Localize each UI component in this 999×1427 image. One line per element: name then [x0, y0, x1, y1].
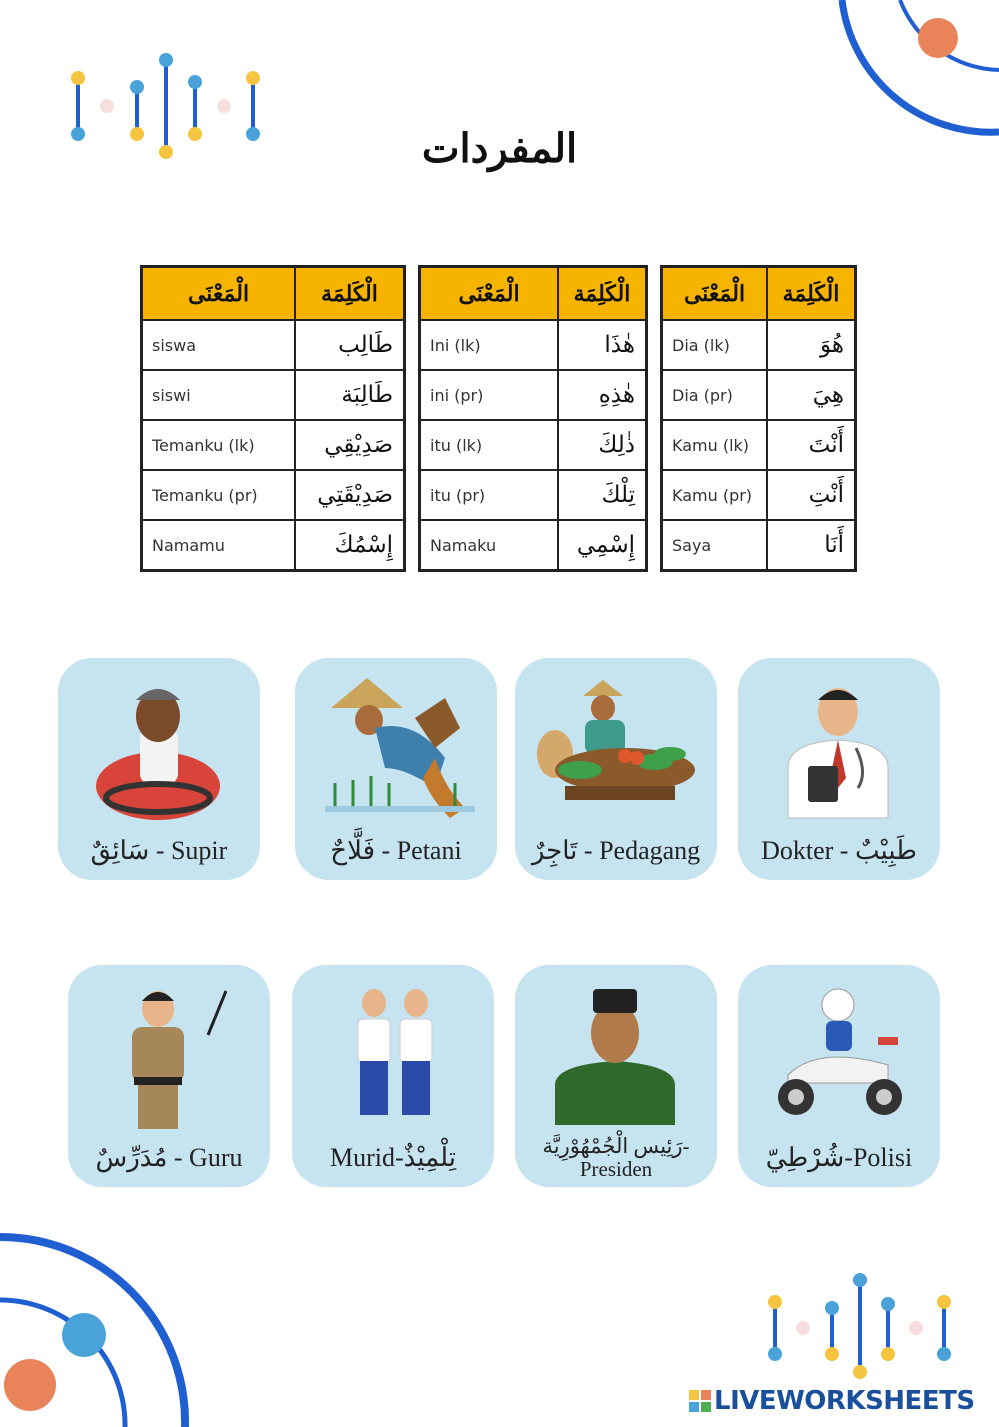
table-row — [142, 470, 405, 520]
word-cell: صَدِيْقِي — [295, 420, 405, 470]
word-cell: إِسْمِي — [558, 520, 647, 571]
brand-name: LIVEWORKSHEETS — [714, 1386, 975, 1416]
word-cell: تِلْكَ — [558, 470, 647, 520]
card-students — [292, 965, 494, 1187]
table-row — [420, 520, 647, 571]
table-row — [420, 320, 647, 370]
word-cell: أَنَا — [767, 520, 856, 571]
card-teacher — [68, 965, 270, 1187]
header-word: الْكَلِمَة — [767, 267, 856, 321]
meaning-cell: Temanku (pr) — [142, 470, 296, 520]
meaning-cell: Namaku — [420, 520, 559, 571]
meaning-cell: Namamu — [142, 520, 296, 571]
card-label — [515, 1135, 717, 1181]
word-cell: صَدِيْقَتِي — [295, 470, 405, 520]
table-row — [142, 320, 405, 370]
word-cell: أَنْتَ — [767, 420, 856, 470]
card-label: شُرْطِيّ-Polisi — [765, 1143, 913, 1172]
vocab-table-3 — [660, 265, 857, 572]
card-president — [515, 965, 717, 1187]
meaning-cell: Ini (lk) — [420, 320, 559, 370]
meaning-cell: Kamu (lk) — [662, 420, 768, 470]
word-cell: طَالِب — [295, 320, 405, 370]
card-label: Dokter - طَبِيْبٌ — [761, 836, 917, 865]
word-cell: هِيَ — [767, 370, 856, 420]
card-farmer — [295, 658, 497, 880]
orbit-decoration-top-right — [830, 0, 999, 140]
table-row — [142, 520, 405, 571]
liveworksheets-icon — [689, 1390, 711, 1412]
vocab-table-2 — [418, 265, 648, 572]
meaning-cell: itu (pr) — [420, 470, 559, 520]
table-row — [662, 470, 856, 520]
table-row — [662, 520, 856, 571]
card-label: فَلَّاحٌ - Petani — [330, 836, 462, 865]
header-word: الْكَلِمَة — [558, 267, 647, 321]
word-cell: طَالِبَة — [295, 370, 405, 420]
card-label-arabic: رَئِيس الْجُمْهُوْرِيَّة- — [542, 1133, 690, 1158]
brand-logo[interactable] — [689, 1386, 975, 1416]
meaning-cell: ini (pr) — [420, 370, 559, 420]
card-driver — [58, 658, 260, 880]
card-label: Murid-تِلْمِيْذٌ — [329, 1143, 457, 1172]
molecule-decoration-bottom-right — [760, 1270, 960, 1385]
table-row — [420, 470, 647, 520]
table-row — [420, 420, 647, 470]
table-row — [662, 370, 856, 420]
meaning-cell: siswa — [142, 320, 296, 370]
meaning-cell: Saya — [662, 520, 768, 571]
card-label: سَائِقٌ - Supir — [90, 836, 228, 865]
header-meaning: الْمَعْنَى — [420, 267, 559, 321]
orbit-decoration-bottom-left — [0, 1225, 200, 1427]
meaning-cell: Dia (lk) — [662, 320, 768, 370]
table-row — [662, 320, 856, 370]
header-meaning: الْمَعْنَى — [662, 267, 768, 321]
card-doctor — [738, 658, 940, 880]
header-word: الْكَلِمَة — [295, 267, 405, 321]
table-row — [420, 370, 647, 420]
meaning-cell: siswi — [142, 370, 296, 420]
word-cell: ذٰلِكَ — [558, 420, 647, 470]
word-cell: هٰذَا — [558, 320, 647, 370]
table-row — [142, 420, 405, 470]
card-label: مُدَرِّسٌ - Guru — [95, 1143, 243, 1172]
page-title: المفردات — [421, 125, 578, 172]
header-meaning: الْمَعْنَى — [142, 267, 296, 321]
card-merchant — [515, 658, 717, 880]
meaning-cell: Temanku (lk) — [142, 420, 296, 470]
word-cell: إِسْمُكَ — [295, 520, 405, 571]
word-cell: هٰذِهِ — [558, 370, 647, 420]
word-cell: هُوَ — [767, 320, 856, 370]
table-row — [142, 370, 405, 420]
table-row — [662, 420, 856, 470]
meaning-cell: Dia (pr) — [662, 370, 768, 420]
vocab-table-1 — [140, 265, 406, 572]
card-police — [738, 965, 940, 1187]
meaning-cell: itu (lk) — [420, 420, 559, 470]
card-label-latin: Presiden — [579, 1156, 653, 1181]
card-label: تَاجِرٌ - Pedagang — [531, 836, 701, 865]
word-cell: أَنْتِ — [767, 470, 856, 520]
meaning-cell: Kamu (pr) — [662, 470, 768, 520]
